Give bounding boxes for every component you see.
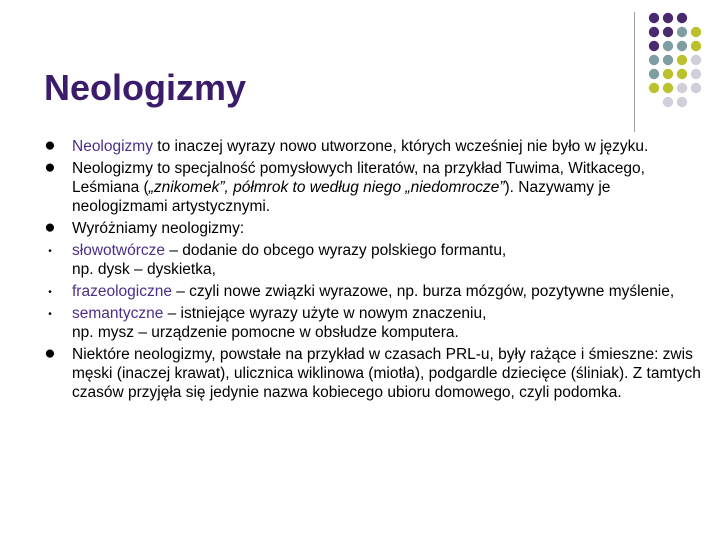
decorative-dot: [691, 69, 701, 79]
bullet-item-prl: [42, 345, 702, 402]
bullet-text: – czyli nowe związki wyrazowe, np. burza mózgów, pozytywne myślenie,: [171, 283, 675, 300]
decorative-dot: [649, 55, 659, 65]
decorative-dot: [663, 13, 673, 23]
bullet-text: Neologizmy to specjalność pomysłowych literatów, na przykład Tuwima, Witkacego, Leśmiana (: [72, 160, 645, 196]
bullet-item-definition: [42, 137, 702, 156]
decorative-dot: [649, 69, 659, 79]
decorative-dot: [663, 55, 673, 65]
keyword: Neologizmy: [72, 138, 153, 155]
bullet-marker: ●: [44, 343, 56, 364]
bullet-quote: „znikomek”, półmrok to według niego „niedomrocze”: [148, 179, 505, 196]
decorative-dot: [677, 13, 687, 23]
decorative-dot: [663, 83, 673, 93]
decorative-dot-grid: [648, 12, 718, 122]
keyword: słowotwórcze: [72, 242, 166, 259]
decorative-dot: [663, 69, 673, 79]
bullet-text: Wyróżniamy neologizmy:: [72, 220, 245, 237]
bullet-marker: •: [48, 309, 52, 320]
bullet-item-literary: [42, 159, 702, 216]
decorative-dot: [677, 27, 687, 37]
bullet-item-phraseological: [42, 282, 702, 301]
bullet-text: to inaczej wyrazy nowo utworzone, których wcześniej nie było w języku.: [152, 138, 649, 155]
divider-line: [634, 12, 635, 132]
bullet-text: ). Nazywamy je neologizmami artystycznymi.: [72, 179, 611, 215]
bullet-marker: •: [48, 246, 52, 257]
keyword: frazeologiczne: [72, 283, 172, 300]
bullet-list: [42, 137, 702, 405]
bullet-marker: ●: [44, 157, 56, 178]
decorative-dot: [677, 55, 687, 65]
bullet-text-line2: np. mysz – urządzenie pomocne w obsłudze komputera.: [72, 324, 459, 341]
bullet-text: – istniejące wyrazy użyte w nowym znaczeniu,: [163, 305, 487, 322]
bullet-item-word-formation: [42, 241, 702, 279]
bullet-item-types-intro: [42, 219, 702, 238]
bullet-marker: ●: [44, 217, 56, 238]
bullet-marker: •: [48, 287, 52, 298]
decorative-dot: [691, 27, 701, 37]
bullet-text: Niektóre neologizmy, powstałe na przykład w czasach PRL-u, były rażące i śmieszne: zwis męski (inaczej krawat), ulicznica wiklinowa (miotła), podgardle dziecięce (śliniak). Z tamtych czasów przyjęła się jedynie nazwa kobiecego ubioru domowego, czyli podomka.: [72, 346, 701, 401]
decorative-dot: [677, 97, 687, 107]
bullet-text: – dodanie do obcego wyrazy polskiego formantu,: [165, 242, 507, 259]
bullet-item-semantic: [42, 304, 702, 342]
decorative-dot: [677, 69, 687, 79]
bullet-text-line2: np. dysk – dyskietka,: [72, 261, 216, 278]
slide-title: Neologizmy: [44, 67, 247, 108]
decorative-dot: [691, 41, 701, 51]
decorative-dot: [649, 27, 659, 37]
keyword: semantyczne: [72, 305, 164, 322]
decorative-dot: [649, 41, 659, 51]
decorative-dot: [691, 55, 701, 65]
bullet-marker: ●: [44, 135, 56, 156]
decorative-dot: [677, 41, 687, 51]
decorative-dot: [649, 13, 659, 23]
decorative-dot: [677, 83, 687, 93]
decorative-dot: [663, 27, 673, 37]
decorative-dot: [663, 97, 673, 107]
decorative-dot: [663, 41, 673, 51]
decorative-dot: [691, 83, 701, 93]
decorative-dot: [649, 83, 659, 93]
